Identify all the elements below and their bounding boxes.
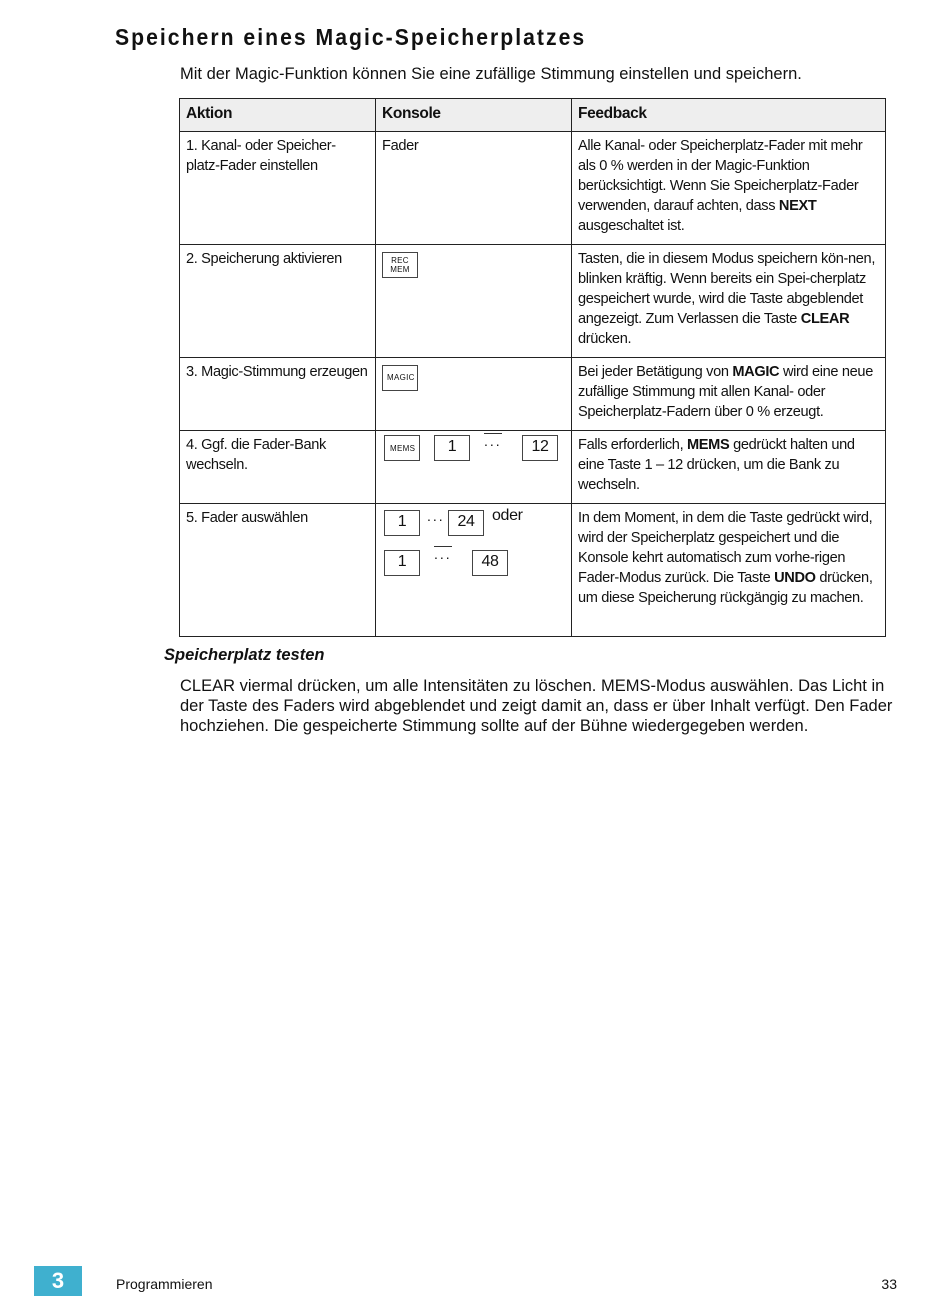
column-header-aktion: Aktion <box>180 99 376 132</box>
aktion-cell: 2. Speicherung aktivieren <box>180 245 376 358</box>
konsole-cell <box>376 504 572 637</box>
aktion-cell: 1. Kanal- oder Speicher-platz-Fader einstellen <box>180 132 376 245</box>
rec-mem-key-icon: REC MEM <box>382 252 418 278</box>
fader-key-1-alt: 1 <box>384 550 420 576</box>
column-header-feedback: Feedback <box>572 99 886 132</box>
aktion-cell: 4. Ggf. die Fader-Bank wechseln. <box>180 431 376 504</box>
konsole-cell: Fader <box>376 132 572 245</box>
intro-text: Mit der Magic-Funktion können Sie eine zufällige Stimmung einstellen und speichern. <box>180 65 802 83</box>
chapter-badge: 3 <box>34 1266 82 1296</box>
konsole-cell <box>376 245 572 358</box>
feedback-cell: Falls erforderlich, MEMS gedrückt halten und eine Taste 1 – 12 drücken, um die Bank zu wechseln. <box>572 431 886 504</box>
feedback-cell: Alle Kanal- oder Speicherplatz-Fader mit mehr als 0 % werden in der Magic-Funktion berücksichtigt. Wenn Sie Speicherplatz-Fader verwenden, darauf achten, dass NEXT ausgeschaltet ist. <box>572 132 886 245</box>
footer-chapter-title: Programmieren <box>116 1276 213 1292</box>
range-dots: ... <box>434 546 452 562</box>
table-header-row <box>180 99 886 132</box>
table-row <box>180 358 886 431</box>
fader-key-1: 1 <box>384 510 420 536</box>
aktion-cell: 3. Magic-Stimmung erzeugen <box>180 358 376 431</box>
table-row <box>180 431 886 504</box>
feedback-cell: Tasten, die in diesem Modus speichern kön-nen, blinken kräftig. Wenn bereits ein Spei-cherplatz gespeichert wurde, wird die Taste abgeblendet angezeigt. Zum Verlassen die Taste CLEAR drücken. <box>572 245 886 358</box>
magic-key-icon: MAGIC <box>382 365 418 391</box>
section-subheading: Speicherplatz testen <box>164 646 325 664</box>
table-row <box>180 504 886 637</box>
body-paragraph: CLEAR viermal drücken, um alle Intensitäten zu löschen. MEMS-Modus auswählen. Das Licht in der Taste des Faders wird abgeblendet und zeigt damit an, dass er über Inhalt verfügt. Den Fader hochziehen. Die gespeicherte Stimmung sollte auf der Bühne wiedergegeben werden. <box>180 677 893 735</box>
aktion-cell: 5. Fader auswählen <box>180 504 376 637</box>
table-row <box>180 245 886 358</box>
bank-key-first: 1 <box>434 435 470 461</box>
range-dots: ... <box>427 508 445 524</box>
mems-key-icon: MEMS <box>384 435 420 461</box>
steps-table <box>179 98 886 637</box>
table-row <box>180 132 886 245</box>
column-header-konsole: Konsole <box>376 99 572 132</box>
konsole-cell <box>376 431 572 504</box>
konsole-cell <box>376 358 572 431</box>
fader-key-24: 24 <box>448 510 484 536</box>
page-number: 33 <box>881 1276 897 1292</box>
feedback-cell: Bei jeder Betätigung von MAGIC wird eine neue zufällige Stimmung mit allen Kanal- oder Speicherplatz-Fadern über 0 % erzeugt. <box>572 358 886 431</box>
feedback-cell: In dem Moment, in dem die Taste gedrückt wird, wird der Speicherplatz gespeichert und die Konsole kehrt automatisch zum vorhe-rigen Fader-Modus zurück. Die Taste UNDO drücken, um diese Speicherung rückgängig zu machen. <box>572 504 886 637</box>
bank-key-last: 12 <box>522 435 558 461</box>
fader-key-48: 48 <box>472 550 508 576</box>
oder-label: oder <box>492 507 523 524</box>
range-dots: ... <box>484 433 502 449</box>
page-heading: Speichern eines Magic-Speicherplatzes <box>115 24 587 50</box>
